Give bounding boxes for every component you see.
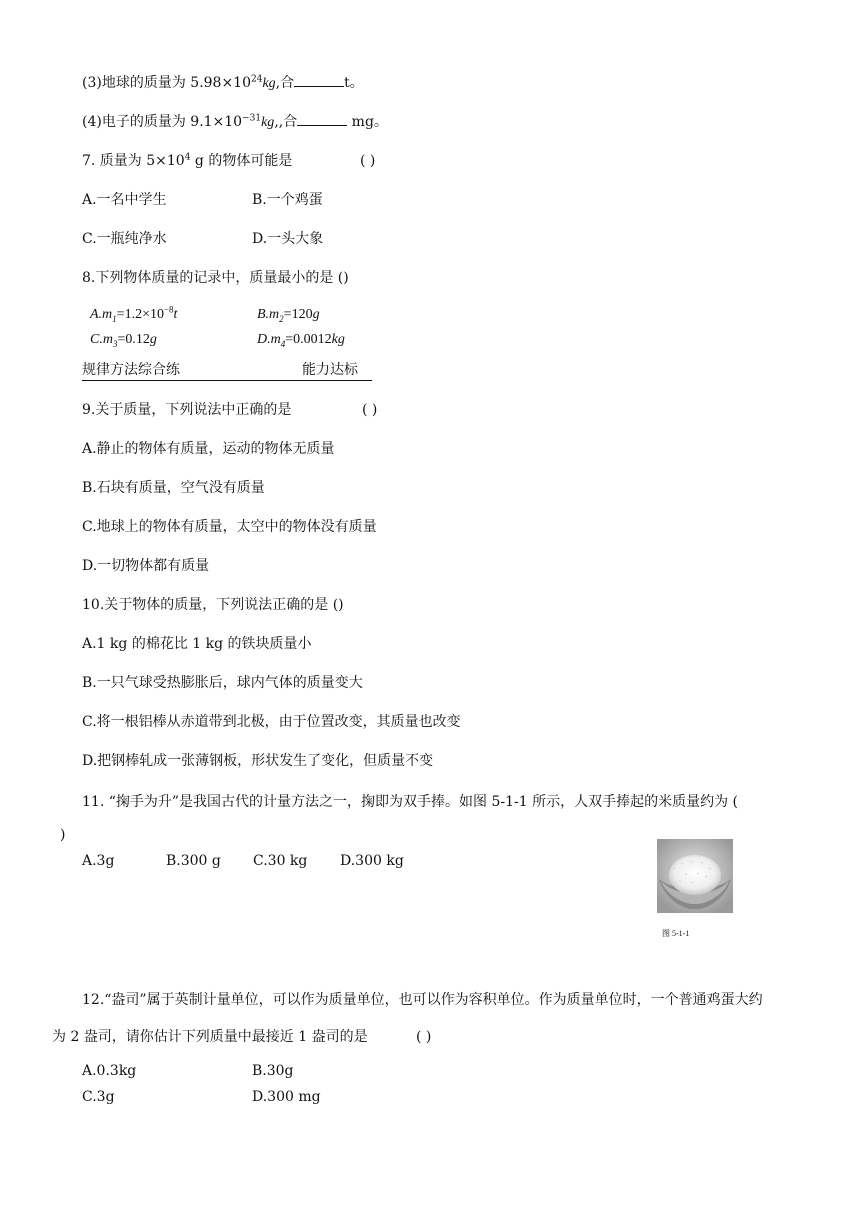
figure-caption: 图 5-1-1 [662, 929, 690, 938]
hands-rice-image [657, 839, 733, 913]
q6-item-4 [82, 113, 388, 132]
q6-item-4-target-unit: mg。 [347, 114, 388, 130]
section-header [82, 360, 372, 381]
q8-b-unit: g [312, 307, 320, 322]
q8-option-b [257, 306, 320, 324]
q11-option-a: A.3g [82, 853, 115, 869]
q8-d-unit: kg [331, 332, 345, 347]
q10-stem: 10.关于物体的质量，下列说法正确的是 () [82, 597, 344, 613]
q6-item-4-conj: ,,合 [274, 114, 298, 130]
q8-c-unit: g [149, 332, 157, 347]
q9-answer-paren: ( ) [362, 402, 378, 418]
q10-option-c: C.将一根铝棒从赤道带到北极，由于位置改变，其质量也改变 [82, 714, 461, 730]
q8-stem: 8.下列物体质量的记录中，质量最小的是 () [82, 270, 349, 286]
q6-item-4-unit: kg [261, 115, 275, 130]
q8-d-subscript: 4 [280, 338, 286, 349]
q10-option-b: B.一只气球受热膨胀后，球内气体的质量变大 [82, 675, 363, 691]
section-title-left: 规律方法综合练 [82, 362, 180, 378]
q7-option-d: D.一头大象 [252, 231, 324, 247]
q7-exponent: 4 [184, 152, 191, 163]
q6-item-3-text: (3)地球的质量为 5.98×10 [82, 75, 251, 91]
q7-stem-text: 7. 质量为 5×10 [82, 153, 185, 169]
q6-item-3 [82, 74, 364, 93]
section-title-right: 能力达标 [302, 362, 358, 378]
q12-stem-line-1: 12.“盎司”属于英制计量单位，可以作为质量单位，也可以作为容积单位。作为质量单位时，一个普通鸡蛋大约 [82, 992, 763, 1008]
q7-option-a: A.一名中学生 [82, 192, 167, 208]
q6-item-3-unit: kg [262, 76, 276, 91]
q8-b-label: B.m [257, 307, 280, 322]
q6-item-3-conj: ,合 [275, 75, 295, 91]
q12-stem-line-2: 为 2 盎司，请你估计下列质量中最接近 1 盎司的是 [52, 1029, 368, 1045]
q11-option-b: B.300 g [166, 853, 221, 869]
q8-option-a [90, 306, 177, 324]
q10-option-a: A.1 kg 的棉花比 1 kg 的铁块质量小 [82, 636, 312, 652]
q11-option-c: C.30 kg [253, 853, 308, 869]
q11-option-d: D.300 kg [340, 853, 404, 869]
q9-option-c: C.地球上的物体有质量，太空中的物体没有质量 [82, 519, 377, 535]
q8-a-value: =1.2×10 [116, 307, 164, 322]
q6-item-3-exponent: 24 [251, 74, 263, 85]
q9-option-d: D.一切物体都有质量 [82, 558, 210, 574]
answer-blank[interactable] [294, 74, 344, 87]
q12-option-d: D.300 mg [252, 1089, 321, 1105]
q8-b-value: =120 [283, 307, 313, 322]
q8-c-label: C.m [90, 332, 113, 347]
q8-option-c [90, 331, 157, 349]
q6-item-4-exponent: −31 [242, 113, 262, 124]
hands-holding-rice-figure [657, 839, 733, 913]
q8-a-exponent: −8 [163, 304, 174, 315]
q8-b-subscript: 2 [279, 313, 284, 324]
q8-a-label: A.m [90, 307, 113, 322]
q12-answer-paren: ( ) [416, 1029, 432, 1045]
q7-answer-paren: ( ) [360, 153, 376, 169]
q11-stem-end: ) [60, 827, 66, 843]
q8-d-label: D.m [257, 332, 281, 347]
q6-item-4-text: (4)电子的质量为 9.1×10 [82, 114, 243, 130]
q7-option-b: B.一个鸡蛋 [252, 192, 323, 208]
q8-a-subscript: 1 [112, 313, 117, 324]
q8-d-value: =0.0012 [285, 332, 332, 347]
q9-option-a: A.静止的物体有质量，运动的物体无质量 [82, 441, 335, 457]
q6-item-3-target-unit: t。 [344, 75, 364, 91]
q12-option-b: B.30g [252, 1063, 294, 1079]
q11-stem: 11. “掬手为升”是我国古代的计量方法之一，掬即为双手捧。如图 5-1-1 所示，人双手捧起的米质量约为 ( [82, 794, 739, 810]
q8-c-value: =0.12 [117, 332, 150, 347]
q9-option-b: B.石块有质量，空气没有质量 [82, 480, 265, 496]
q7-stem [82, 152, 292, 170]
answer-blank[interactable] [297, 113, 347, 126]
q12-option-c: C.3g [82, 1089, 115, 1105]
q7-stem-text-end: g 的物体可能是 [190, 153, 293, 169]
q12-option-a: A.0.3kg [82, 1063, 137, 1079]
q7-option-c: C.一瓶纯净水 [82, 231, 167, 247]
q8-a-unit: t [173, 307, 178, 322]
q9-stem: 9.关于质量，下列说法中正确的是 [82, 402, 292, 418]
q8-c-subscript: 3 [112, 338, 118, 349]
q8-option-d [257, 331, 345, 349]
q10-option-d: D.把钢棒轧成一张薄钢板，形状发生了变化，但质量不变 [82, 753, 434, 769]
